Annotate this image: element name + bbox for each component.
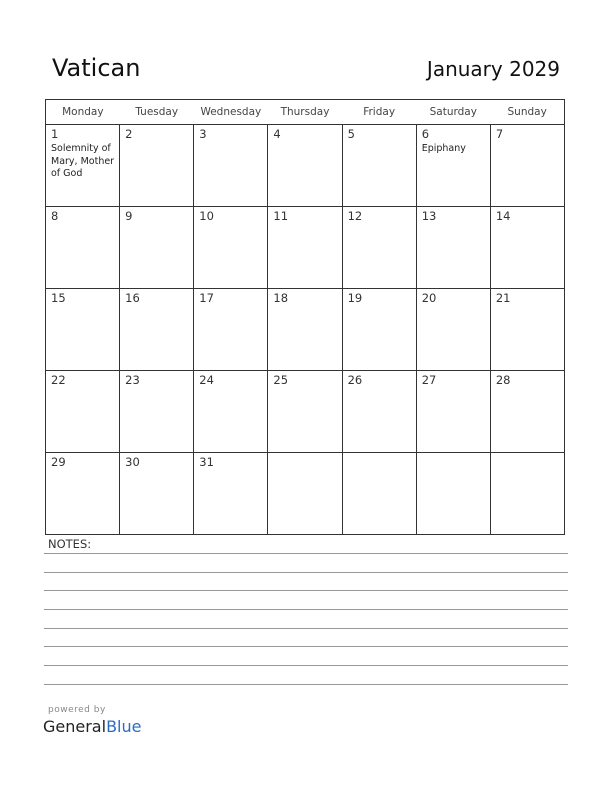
day-number: 15 <box>51 291 66 305</box>
day-number: 28 <box>495 373 511 387</box>
day-number: 9 <box>125 209 133 223</box>
weekday-header: Tuesday <box>120 100 194 125</box>
day-number: 19 <box>347 291 363 305</box>
day-cell[interactable] <box>268 125 342 207</box>
day-cell[interactable] <box>268 371 342 453</box>
day-cell[interactable] <box>416 453 490 535</box>
day-number: 25 <box>273 373 289 387</box>
day-number: 24 <box>199 373 214 387</box>
week-row <box>46 207 565 289</box>
day-cell[interactable] <box>46 289 120 371</box>
day-cell[interactable] <box>490 125 564 207</box>
day-cell[interactable] <box>120 453 194 535</box>
day-number: 12 <box>347 209 363 223</box>
day-number: 16 <box>125 291 140 305</box>
day-number: 10 <box>199 209 214 223</box>
day-cell[interactable] <box>342 207 416 289</box>
month-year-title: January 2029 <box>426 57 560 81</box>
weekday-header: Sunday <box>490 100 564 125</box>
day-number: 3 <box>199 127 207 141</box>
day-cell[interactable] <box>490 289 564 371</box>
logo-blue: Blue <box>106 717 142 736</box>
note-line <box>44 628 568 629</box>
day-number: 18 <box>273 291 289 305</box>
day-cell[interactable] <box>342 371 416 453</box>
day-number: 29 <box>51 455 66 469</box>
day-cell[interactable] <box>268 207 342 289</box>
day-number: 8 <box>51 209 59 223</box>
day-number: 2 <box>125 127 133 141</box>
day-cell[interactable] <box>120 371 194 453</box>
note-line <box>44 572 568 573</box>
day-cell[interactable] <box>416 289 490 371</box>
day-number: 23 <box>125 373 140 387</box>
day-cell[interactable] <box>46 125 120 207</box>
note-line <box>44 553 568 554</box>
day-number: 27 <box>421 373 437 387</box>
note-line <box>44 609 568 610</box>
day-number: 22 <box>51 373 66 387</box>
powered-by-text: powered by <box>48 705 106 715</box>
week-row <box>46 289 565 371</box>
day-cell[interactable] <box>120 289 194 371</box>
day-number: 11 <box>273 209 289 223</box>
day-cell[interactable] <box>342 453 416 535</box>
week-row <box>46 453 565 535</box>
day-cell[interactable] <box>194 125 268 207</box>
day-cell[interactable] <box>120 207 194 289</box>
generalblue-logo[interactable] <box>43 717 141 736</box>
day-number: 21 <box>495 291 511 305</box>
day-cell[interactable] <box>416 207 490 289</box>
day-cell[interactable] <box>268 453 342 535</box>
day-number: 26 <box>347 373 363 387</box>
day-number: 30 <box>125 455 140 469</box>
day-cell[interactable] <box>194 207 268 289</box>
day-cell[interactable] <box>46 207 120 289</box>
day-cell[interactable] <box>46 371 120 453</box>
country-title: Vatican <box>52 54 141 82</box>
note-line <box>44 684 568 685</box>
day-cell[interactable] <box>46 453 120 535</box>
day-cell[interactable] <box>342 289 416 371</box>
weekday-header: Thursday <box>268 100 342 125</box>
weekday-header: Wednesday <box>194 100 268 125</box>
day-cell[interactable] <box>120 125 194 207</box>
weekday-header: Saturday <box>416 100 490 125</box>
day-cell[interactable] <box>490 371 564 453</box>
note-line <box>44 590 568 591</box>
day-cell[interactable] <box>268 289 342 371</box>
day-number: 17 <box>199 291 214 305</box>
day-number: 5 <box>347 127 355 141</box>
day-cell[interactable] <box>490 207 564 289</box>
day-number: 13 <box>421 209 437 223</box>
day-cell[interactable] <box>194 371 268 453</box>
day-cell[interactable] <box>416 371 490 453</box>
notes-label: NOTES: <box>48 537 92 551</box>
week-row <box>46 371 565 453</box>
day-cell[interactable] <box>194 453 268 535</box>
day-number: 6 <box>421 127 430 141</box>
day-cell[interactable] <box>490 453 564 535</box>
week-row <box>46 125 565 207</box>
day-cell[interactable] <box>194 289 268 371</box>
calendar-grid <box>45 99 565 535</box>
holiday-label: Epiphany <box>421 143 466 154</box>
day-number: 4 <box>273 127 281 141</box>
weekday-header: Monday <box>46 100 120 125</box>
day-number: 31 <box>199 455 214 469</box>
day-cell[interactable] <box>416 125 490 207</box>
logo-general: General <box>43 717 107 736</box>
day-number: 14 <box>495 209 511 223</box>
day-number: 1 <box>51 127 59 141</box>
note-line <box>44 665 568 666</box>
day-number: 20 <box>421 291 437 305</box>
holiday-label: Solemnity of Mary, Mother of God <box>51 143 115 179</box>
weekday-header: Friday <box>342 100 416 125</box>
day-cell[interactable] <box>342 125 416 207</box>
note-line <box>44 646 568 647</box>
day-number: 7 <box>495 127 504 141</box>
weekday-header-row <box>46 100 565 125</box>
